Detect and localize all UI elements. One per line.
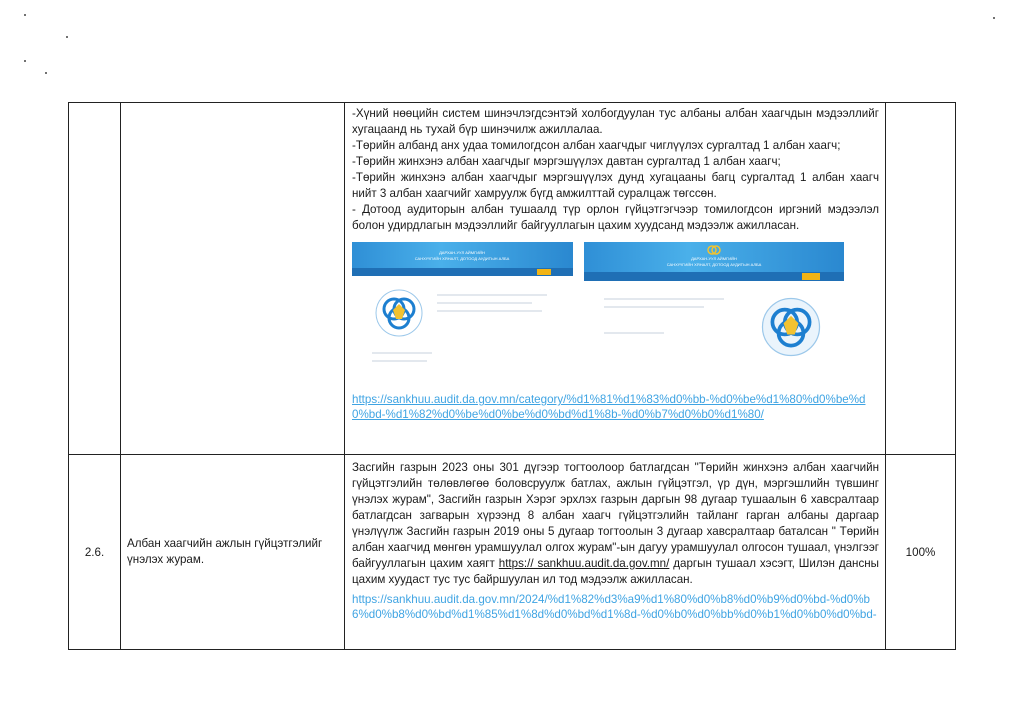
row-name-cell [121, 103, 345, 455]
row-content-cell [345, 103, 886, 455]
document-link[interactable]: https://sankhuu.audit.da.gov.mn/2024/%d1%82%d3%a9%d1%80%d0%b8%d0%b9%d0%bd-%d0%b6%d0%b8%d0%bd%d1%85%d1%8d%d0%bd%d1%8d-%d0%b0%d0%bb%d0%b1%d0%b0%d0%bd- [352, 593, 877, 621]
inline-website-link[interactable]: https:// sankhuu.audit.da.gov.mn/ [498, 557, 670, 570]
paragraph-text: даргын тушаал хэсэгт, Шилэн дансны цахим хуудаст тус тус байршуулан ил тод мэдээлж ажилласан. [352, 557, 879, 586]
scan-speck [24, 60, 26, 62]
table-row [69, 455, 956, 650]
banner-logo-icon [707, 244, 721, 256]
content-paragraph: -Хүний нөөцийн систем шинэчлэгдсэнтэй холбогдуулан тус албаны албан хаагчдын мэдээллийг хугацаанд нь тухай бүр шинэчилж ажиллалаа. [352, 107, 879, 136]
content-paragraph: -Төрийн жинхэнэ албан хаагчдыг мэргэшүүлэх давтан сургалтад 1 албан хаагч; [352, 155, 781, 168]
paragraph-text: Засгийн газрын 2023 оны 301 дүгээр тогтоолоор батлагдсан "Төрийн жинхэнэ албан хаагчийн гүйцэтгэлийн төлөвлөгөө боловсруулж батлах, ажлын гүйцэтгэл, үр дүн, мэргэшлийн түвшинг үнэлэх журам", Засгийн газрын Хэрэг эрхлэх газрын даргын 98 дугаар тушаалын 6 хавсралтаар батлагдсан загварын хүрээнд 8 албан хаагч гүйцэтгэлийн тайланг гарган албаны даргаар үнэлүүлж Засгийн газрын 2019 оны 5 дугаар тогтоолын 3 дугаар хавсралтаар баталсан " Төрийн албан хаагчид мөнгөн урамшуулал олгох журам"-ын дагуу урамшуулал олгосон тушаал, үнэлгээг байгууллагын цахим хаягт [352, 461, 879, 570]
banner-subtitle: САНХҮҮГИЙН ХЯНАЛТ, ДОТООД АУДИТЫН АЛБА [666, 262, 762, 267]
row-content-cell [345, 455, 886, 650]
banner-subtitle: САНХҮҮГИЙН ХЯНАЛТ, ДОТООД АУДИТЫН АЛБА [414, 256, 510, 261]
row-percent-cell [886, 103, 956, 455]
banner-title: ДАРХАН-УУЛ АЙМГИЙН [439, 250, 485, 255]
emblem-logo-icon [760, 296, 822, 358]
content-paragraph: -Төрийн албанд анх удаа томилогдсон албан хаагчдыг чиглүүлэх сургалтад 1 албан хаагч; [352, 139, 841, 152]
content-paragraph: -Төрийн жинхэнэ албан хаагчдыг мэргэшүүлэх дунд хугацааны багц сургалтад 1 албан хаагч нийт 3 албан хаагчийг хамруулж бүгд амжилттай суралцаж төгссөн. [352, 171, 879, 200]
table-row [69, 103, 956, 455]
row-number-cell: 2.6. [69, 455, 121, 650]
scan-speck [66, 36, 68, 38]
website-screenshots [352, 242, 879, 392]
scan-speck [993, 17, 995, 19]
scan-speck [45, 72, 47, 74]
website-screenshot [584, 242, 844, 382]
content-paragraph [352, 460, 879, 588]
row-number-cell [69, 103, 121, 455]
banner-title: ДАРХАН-УУЛ АЙМГИЙН [691, 256, 737, 261]
scan-speck [24, 14, 26, 16]
row-percent-cell: 100% [886, 455, 956, 650]
category-link[interactable]: https://sankhuu.audit.da.gov.mn/category/%d1%81%d1%83%d0%bb-%d0%be%d1%80%d0%be%d0%bd-%d1%82%d0%be%d0%be%d0%bd%d1%8b-%d0%b7%d0%b0%d1%80/ [352, 393, 866, 421]
row-name-cell: Албан хаагчийн ажлын гүйцэтгэлийг үнэлэх журам. [121, 455, 345, 650]
website-screenshot [352, 242, 573, 382]
content-paragraph: - Дотоод аудиторын албан тушаалд түр орлон гүйцэтгэгчээр томилогдсон иргэний мэдээлэл болон удирдлагын мэдээллийг байгууллагын цахим хуудсанд мэдээлж ажилласан. [352, 203, 879, 232]
report-table [68, 102, 956, 650]
emblem-logo-icon [374, 288, 424, 338]
